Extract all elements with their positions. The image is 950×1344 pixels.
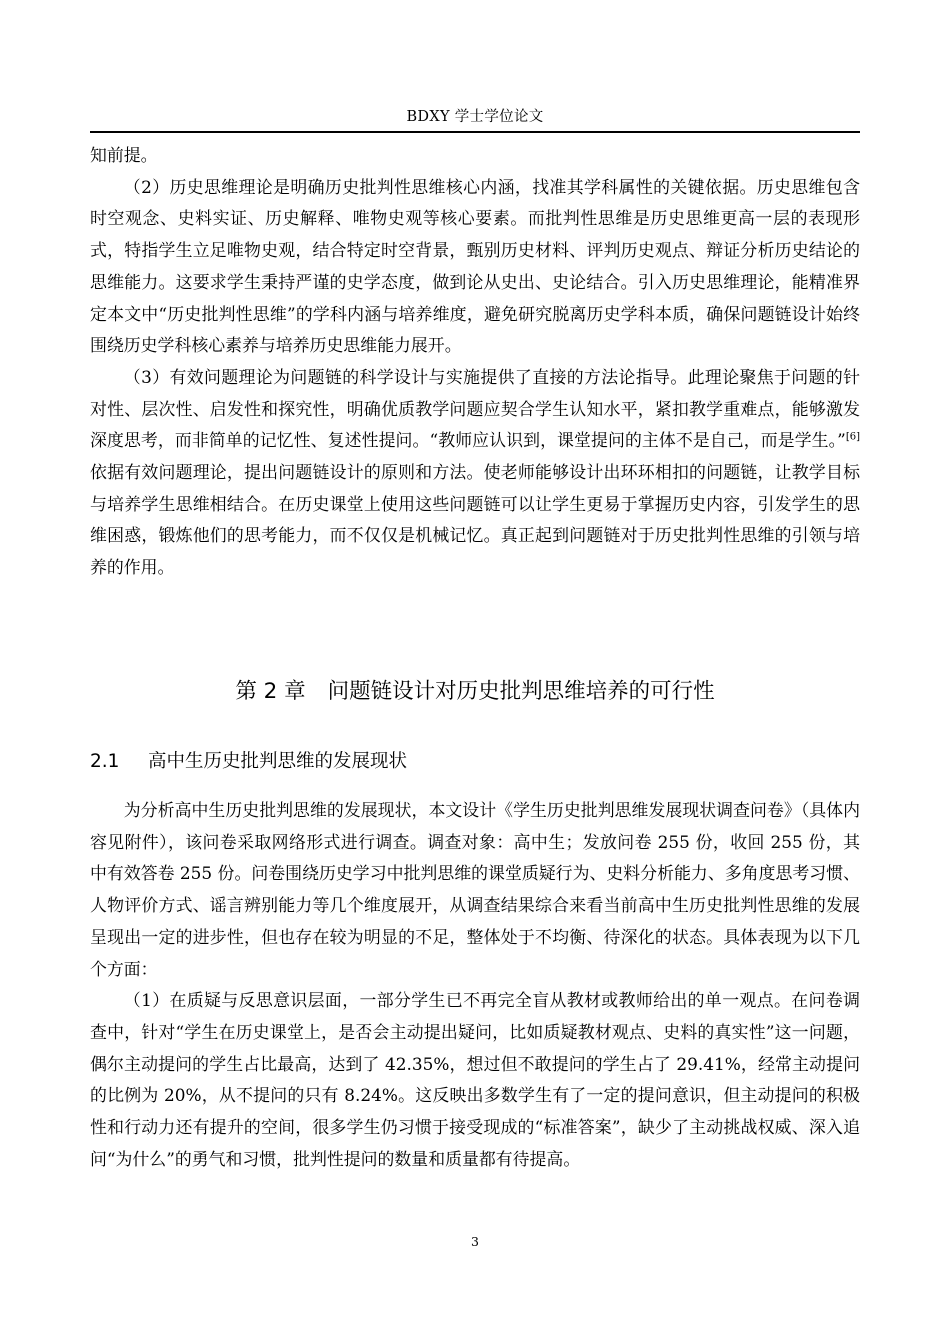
running-header: BDXY 学士学位论文 — [406, 109, 544, 125]
paragraph-text: 依据有效问题理论，提出问题链设计的原则和方法。使老师能够设计出环环相扣的问题链，让教学目标与培养学生思维相结合。在历史课堂上使用这些问题链可以让学生更易于掌握历史内容，引发学生的思维困惑，锻炼他们的思考能力，而不仅仅是机械记忆。真正起到问题链对于历史批判性思维的引领与培养的作用。 — [90, 462, 860, 578]
citation-marker: [6] — [845, 431, 860, 443]
chapter-heading — [90, 676, 860, 708]
paragraph-historical-thinking: （2）历史思维理论是明确历史批判性思维核心内涵，找准其学科属性的关键依据。历史思维包含时空观念、史料实证、历史解释、唯物史观等核心要素。而批判性思维是历史思维更高一层的表现形式，特指学生立足唯物史观，结合特定时空背景，甄别历史材料、评判历史观点、辩证分析历史结论的思维能力。这要求学生秉持严谨的史学态度，做到论从史出、史论结合。引入历史思维理论，能精准界定本文中“历史批判性思维”的学科内涵与培养维度，避免研究脱离历史学科本质，确保问题链设计始终围绕历史学科核心素养与培养历史思维能力展开。 — [90, 176, 860, 356]
body-text-top — [90, 140, 860, 584]
paragraph-survey-intro: 为分析高中生历史批判思维的发展现状，本文设计《学生历史批判思维发展现状调查问卷》（具体内容见附件），该问卷采取网络形式进行调查。调查对象：高中生；发放问卷 255 份，收回 255 份，其中有效答卷 255 份。问卷围绕历史学习中批判思维的课堂质疑行为、史料分析能力、多角度思考习惯、人物评价方式、谣言辨别能力等几个维度展开，从调查结果综合来看当前高中生历史批判性思维的发展呈现出一定的进步性，但也存在较为明显的不足，整体处于不均衡、待深化的状态。具体表现为以下几个方面： — [90, 800, 860, 979]
paragraph-text: （3）有效问题理论为问题链的科学设计与实施提供了直接的方法论指导。此理论聚焦于问题的针对性、层次性、启发性和探究性，明确优质教学问题应契合学生认知水平，紧扣教学重难点，能够激发深度思考，而非简单的记忆性、复述性提问。“教师应认识到，课堂提问的主体不是自己，而是学生。” — [90, 366, 860, 451]
paragraph-questioning-awareness: （1）在质疑与反思意识层面，一部分学生已不再完全盲从教材或教师给出的单一观点。在问卷调查中，针对“学生在历史课堂上，是否会主动提出疑问，比如质疑教材观点、史料的真实性”这一问题，偶尔主动提问的学生占比最高，达到了 42.35%，想过但不敢提问的学生占了 29.41%，经常主动提问的比例为 20%，从不提问的只有 8.24%。这反映出多数学生有了一定的提问意识，但主动提问的积极性和行动力还有提升的空间，很多学生仍习惯于接受现成的“标准答案”，缺少了主动挑战权威、深入追问“为什么”的勇气和习惯，批判性提问的数量和质量都有待提高。 — [90, 990, 860, 1169]
chapter-number: 第 2 章 — [235, 679, 306, 704]
paragraph-effective-questioning — [90, 362, 860, 584]
continued-line: 知前提。 — [90, 145, 158, 165]
body-text-bottom — [90, 795, 860, 1175]
page-number: 3 — [471, 1234, 479, 1249]
header-rule — [90, 131, 860, 133]
section-number: 2.1 — [90, 751, 120, 772]
section-title: 高中生历史批判思维的发展现状 — [148, 751, 408, 772]
chapter-title: 问题链设计对历史批判思维培养的可行性 — [327, 679, 715, 704]
section-heading — [90, 748, 860, 776]
